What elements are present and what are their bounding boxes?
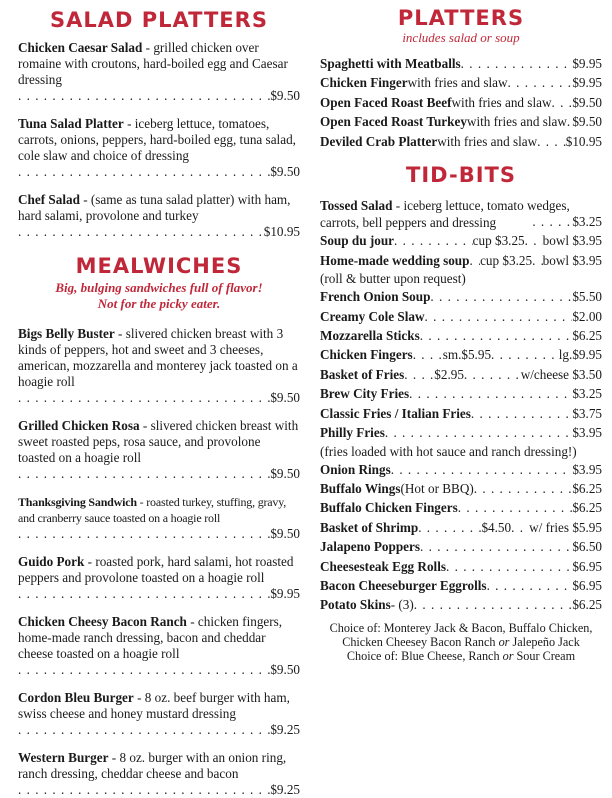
item-price: $6.50 <box>572 539 602 555</box>
item-name: Creamy Cole Slaw <box>320 308 425 324</box>
leader-dots <box>18 722 270 738</box>
item-price: $9.50 <box>270 662 300 677</box>
item-name: Open Faced Roast Turkey <box>320 114 467 130</box>
item-extra: - (3) <box>390 597 414 613</box>
leader-dots <box>525 231 543 250</box>
leader-dots <box>413 345 443 364</box>
leader-dots <box>18 782 270 798</box>
leader-dots <box>18 88 270 104</box>
item-name: Deviled Crab Platter <box>320 133 438 149</box>
item-price: $5.50 <box>572 289 602 305</box>
wedding-note: (roll & butter upon request) <box>320 271 466 287</box>
leader-dots <box>474 479 573 498</box>
tidbit-row <box>320 345 602 364</box>
right-column <box>320 0 602 663</box>
menu-item <box>18 326 300 406</box>
mealwiches-title: MEALWICHES <box>75 254 243 278</box>
item-name: Tuna Salad Platter <box>18 116 124 131</box>
item-name: Mozzarella Sticks <box>320 328 420 344</box>
tidbits-title: TID-BITS <box>406 163 516 188</box>
item-extra: with fries and slaw <box>466 114 567 130</box>
leader-dots <box>532 251 543 270</box>
item-name: Chicken Cheesy Bacon Ranch <box>18 614 187 629</box>
item-price: $9.25 <box>270 722 300 737</box>
tidbit-row <box>320 231 602 250</box>
leader-dots <box>551 93 572 112</box>
leader-dots <box>409 384 572 403</box>
leader-dots <box>385 423 572 442</box>
item-price: $2.00 <box>572 308 602 324</box>
item-name: Guido Pork <box>18 554 85 569</box>
tidbit-row <box>320 576 602 595</box>
item-mid: cup $3.25 <box>472 233 525 249</box>
item-desc: - iceberg lettuce, tomato wedges, carrots, bell peppers and dressing <box>320 198 570 231</box>
item-extra: with fries and slaw <box>407 75 508 91</box>
item-extra: with fries and slaw <box>451 94 552 110</box>
leader-dots <box>487 576 573 595</box>
item-desc: - roasted pork, hard salami, hot roasted peppers and provolone toasted on a hoagie roll <box>18 554 294 585</box>
leader-dots <box>18 466 270 482</box>
tidbit-row <box>320 423 602 442</box>
item-price: w/ fries $5.95 <box>529 519 602 535</box>
item-price: $9.50 <box>270 164 300 179</box>
leader-dots <box>418 518 481 537</box>
item-price: $9.95 <box>270 586 300 601</box>
item-name: Thanksgiving Sandwich <box>18 495 137 509</box>
tidbit-row <box>320 557 602 576</box>
choice-text: Jalepeño Jack <box>512 634 580 649</box>
tidbit-row <box>320 498 602 517</box>
item-price: $3.95 <box>572 425 602 441</box>
item-mid: sm.$5.95 <box>442 347 492 363</box>
item-name: Tossed Salad <box>320 198 393 214</box>
item-price: $9.95 <box>572 56 602 71</box>
item-price: $9.25 <box>270 782 300 797</box>
item-desc: - roasted turkey, stuffing, gravy, and cranberry sauce toasted on a hoagie roll <box>18 495 287 525</box>
choice-line-1: Choice of: Monterey Jack & Bacon, Buffalo Chicken, <box>329 620 593 635</box>
item-name: Jalapeno Poppers <box>320 539 421 555</box>
leader-dots <box>18 662 270 678</box>
item-name: Chicken Caesar Salad <box>18 40 143 55</box>
salad-platters-title: SALAD PLATTERS <box>50 8 268 32</box>
item-price: $3.95 <box>572 461 602 477</box>
item-name: Chicken Fingers <box>320 347 413 363</box>
leader-dots <box>404 365 434 384</box>
leader-dots <box>18 390 270 406</box>
item-name: French Onion Soup <box>320 289 431 305</box>
item-name: Home-made wedding soup <box>320 252 470 268</box>
item-price: $6.25 <box>572 328 602 344</box>
leader-dots <box>446 557 572 576</box>
item-desc: - iceberg lettuce, tomatoes, carrots, onions, peppers, hard-boiled egg, tuna salad, cole slaw and choice of dressing <box>18 116 296 163</box>
item-name: Spaghetti with Meatballs <box>320 56 461 71</box>
leader-dots <box>18 586 270 602</box>
platters-subtitle: includes salad or soup <box>402 30 520 45</box>
leader-dots <box>414 595 573 614</box>
item-desc: - chicken fingers, home-made ranch dressing, bacon and cheddar cheese toasted on a hoagie roll <box>18 614 283 661</box>
tidbit-row <box>320 287 602 306</box>
item-name: Onion Rings <box>320 461 391 477</box>
item-price: bowl $3.95 <box>542 233 602 249</box>
item-price: $9.50 <box>572 114 602 130</box>
platter-row <box>320 112 602 131</box>
menu-item <box>18 192 300 240</box>
item-price: $10.95 <box>565 133 602 149</box>
tidbit-row <box>320 460 602 479</box>
tidbit-row <box>320 365 602 384</box>
menu-item <box>18 494 300 542</box>
item-price: $3.25 <box>572 214 602 230</box>
menu-item <box>18 690 300 738</box>
item-price: $9.50 <box>270 88 300 103</box>
item-price: $9.50 <box>270 390 300 405</box>
platter-row <box>320 132 602 151</box>
platters-title: PLATTERS <box>397 6 525 30</box>
tidbit-row <box>320 404 602 423</box>
item-name: Soup du jour <box>320 233 395 249</box>
item-desc: - slivered chicken breast with 3 kinds of peppers, hot and sweet and 3 cheeses, american, mozzarella and monterey jack toasted on a hoagie roll <box>18 326 298 389</box>
choice-or: or <box>502 648 514 663</box>
menu-item <box>18 554 300 602</box>
item-name: Cheesesteak Egg Rolls <box>320 558 447 574</box>
platter-row <box>320 93 602 112</box>
menu-item <box>18 40 300 104</box>
item-name: Grilled Chicken Rosa <box>18 418 140 433</box>
item-price: $6.95 <box>572 577 602 593</box>
philly-note: (fries loaded with hot sauce and ranch dressing!) <box>320 443 577 459</box>
leader-dots <box>458 498 573 517</box>
tidbit-row <box>320 479 602 498</box>
item-price: $9.50 <box>270 466 300 481</box>
mealwiches-subtitle-2: Not for the picky eater. <box>97 296 221 311</box>
choice-line-3 <box>320 649 602 663</box>
choice-line-2 <box>320 635 602 649</box>
menu-item <box>18 116 300 180</box>
item-price: $6.25 <box>572 480 602 496</box>
leader-dots <box>420 537 572 556</box>
item-mid: $4.50 <box>481 519 512 535</box>
leader-dots <box>18 164 270 180</box>
tidbit-row <box>320 518 602 537</box>
choice-or: or <box>498 634 510 649</box>
item-extra: (Hot or BBQ) <box>400 480 474 496</box>
leader-dots <box>537 132 566 151</box>
choice-text: Chicken Cheesey Bacon Ranch <box>342 634 496 649</box>
platter-row <box>320 73 602 92</box>
leader-dots <box>511 518 529 537</box>
item-mid: $2.95 <box>434 366 464 382</box>
item-price: bowl $3.95 <box>542 252 602 268</box>
leader-dots <box>532 212 572 231</box>
tidbit-row <box>320 595 602 614</box>
potato-skins-choices <box>320 621 602 663</box>
item-name: Buffalo Chicken Fingers <box>320 500 458 516</box>
item-price: $9.95 <box>572 75 602 91</box>
leader-dots <box>18 224 264 240</box>
leader-dots <box>469 251 480 270</box>
item-price: $6.95 <box>572 558 602 574</box>
tidbit-row <box>320 307 602 326</box>
item-name: Basket of Fries <box>320 366 405 382</box>
menu-item <box>18 750 300 798</box>
item-desc: - grilled chicken over romaine with croutons, hard-boiled egg and Caesar dressing <box>18 40 288 87</box>
item-name: Philly Fries <box>320 425 385 441</box>
item-name: Open Faced Roast Beef <box>320 94 452 110</box>
leader-dots <box>491 345 559 364</box>
leader-dots <box>471 404 572 423</box>
menu-item <box>18 614 300 678</box>
tidbit-row <box>320 537 602 556</box>
leader-dots <box>18 526 270 542</box>
item-price: $6.25 <box>572 597 602 613</box>
item-desc: - 8 oz. burger with an onion ring, ranch dressing, cheddar cheese and bacon <box>18 750 287 781</box>
item-price: $9.50 <box>270 526 300 541</box>
item-name: Western Burger <box>18 750 109 765</box>
item-desc: - (same as tuna salad platter) with ham, hard salami, provolone and turkey <box>18 192 291 223</box>
choice-text: Sour Cream <box>516 648 576 663</box>
leader-dots <box>508 73 573 92</box>
item-price: lg.$9.95 <box>558 347 602 363</box>
item-desc: - 8 oz. beef burger with ham, swiss cheese and honey mustard dressing <box>18 690 290 721</box>
tidbit-row <box>320 326 602 345</box>
leader-dots <box>391 460 573 479</box>
choice-text: Choice of: Blue Cheese, Ranch <box>346 648 500 663</box>
item-price: $3.75 <box>572 405 602 421</box>
item-name: Chef Salad <box>18 192 80 207</box>
leader-dots <box>430 287 572 306</box>
platter-row <box>320 54 602 73</box>
left-column <box>18 0 300 798</box>
item-extra: with fries and slaw <box>437 133 538 149</box>
leader-dots <box>394 231 473 250</box>
item-price: $6.25 <box>572 500 602 516</box>
item-name: Cordon Bleu Burger <box>18 690 134 705</box>
item-name: Chicken Finger <box>320 75 408 91</box>
item-price: $3.25 <box>572 386 602 402</box>
item-name: Brew City Fries <box>320 386 410 402</box>
menu-item <box>18 418 300 482</box>
item-price: $9.50 <box>572 94 602 110</box>
item-name: Potato Skins <box>320 597 391 613</box>
leader-dots <box>461 54 573 73</box>
leader-dots <box>425 307 573 326</box>
item-name: Bacon Cheeseburger Eggrolls <box>320 577 487 593</box>
tidbit-row <box>320 384 602 403</box>
item-name: Classic Fries / Italian Fries <box>320 405 471 421</box>
item-name: Bigs Belly Buster <box>18 326 115 341</box>
item-name: Buffalo Wings <box>320 480 401 496</box>
item-price: $10.95 <box>263 224 300 239</box>
leader-dots <box>420 326 573 345</box>
item-mid: cup $3.25 <box>480 252 533 268</box>
tidbit-row <box>320 251 602 270</box>
mealwiches-subtitle-1: Big, bulging sandwiches full of flavor! <box>55 280 263 295</box>
leader-dots <box>464 365 521 384</box>
item-price: w/cheese $3.50 <box>520 366 602 382</box>
item-name: Basket of Shrimp <box>320 519 419 535</box>
item-desc: - slivered chicken breast with sweet roasted peps, rosa sauce, and provolone toasted on a hoagie roll <box>18 418 299 465</box>
